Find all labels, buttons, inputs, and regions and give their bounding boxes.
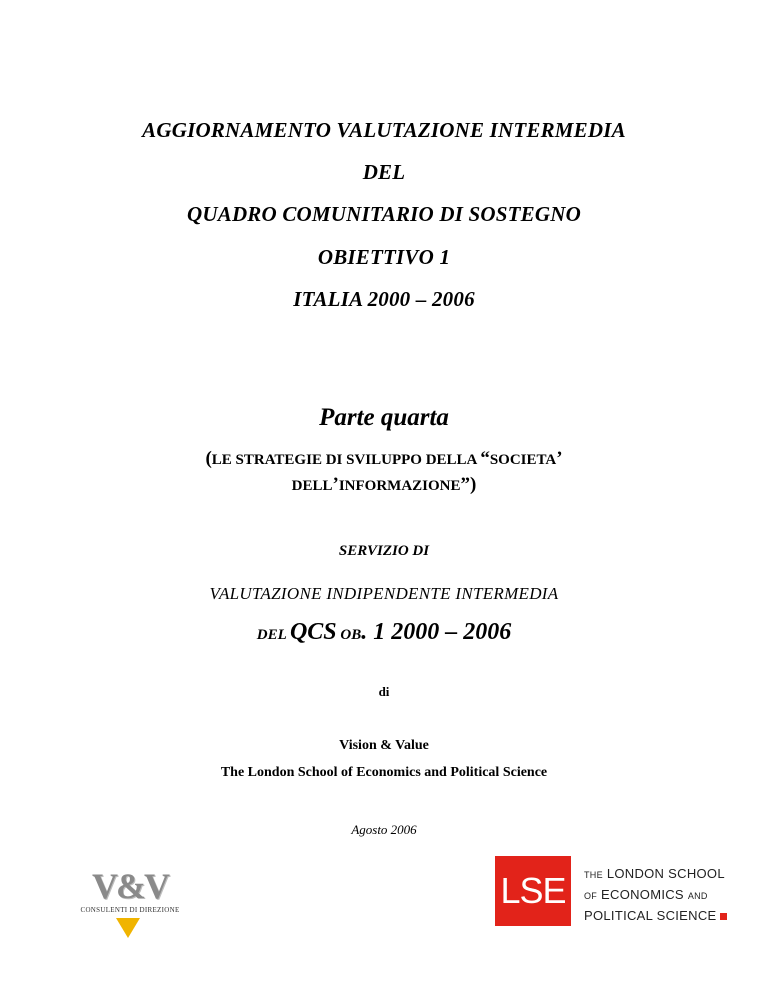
service-line-1: SERVIZIO DI [338,543,430,559]
lse-logo-line-2: OF ECONOMICS AND [584,887,708,902]
service-line-3: DEL QCS OB. 1 2000 – 2006 [256,619,512,645]
lse-logo-line-3: POLITICAL SCIENCE [584,906,764,926]
lse-logo-text [584,864,764,926]
vv-logo-mark: V&V [92,866,168,906]
author-org-1: Vision & Value [339,738,429,753]
lse-logo-mark: LSE [495,856,571,926]
part-heading: Parte quarta [319,404,449,431]
title-line-3: QUADRO COMUNITARIO DI SOSTEGNO [187,202,581,226]
vv-logo-tagline: CONSULENTI DI DIREZIONE [80,906,180,914]
title-line-5: ITALIA 2000 – 2006 [293,287,475,311]
part-subtitle-line-1: (LE STRATEGIE DI SVILUPPO DELLA “SOCIETA’ [205,448,563,469]
author-org-2: The London School of Economics and Political Science [220,765,548,780]
title-line-4: OBIETTIVO 1 [317,245,451,269]
title-line-2: DEL [362,160,406,184]
lse-logo-line-1: THE LONDON SCHOOL [584,866,725,881]
part-subtitle-line-2: DELL’INFORMAZIONE”) [291,474,477,495]
lse-square-icon [720,913,727,920]
title-line-1: AGGIORNAMENTO VALUTAZIONE INTERMEDIA [142,118,626,142]
authors-by: di [378,684,390,699]
vv-logo [76,866,184,944]
document-date: Agosto 2006 [351,822,417,837]
vv-triangle-icon [116,918,140,938]
service-line-2: VALUTAZIONE INDIPENDENTE INTERMEDIA [209,584,559,603]
